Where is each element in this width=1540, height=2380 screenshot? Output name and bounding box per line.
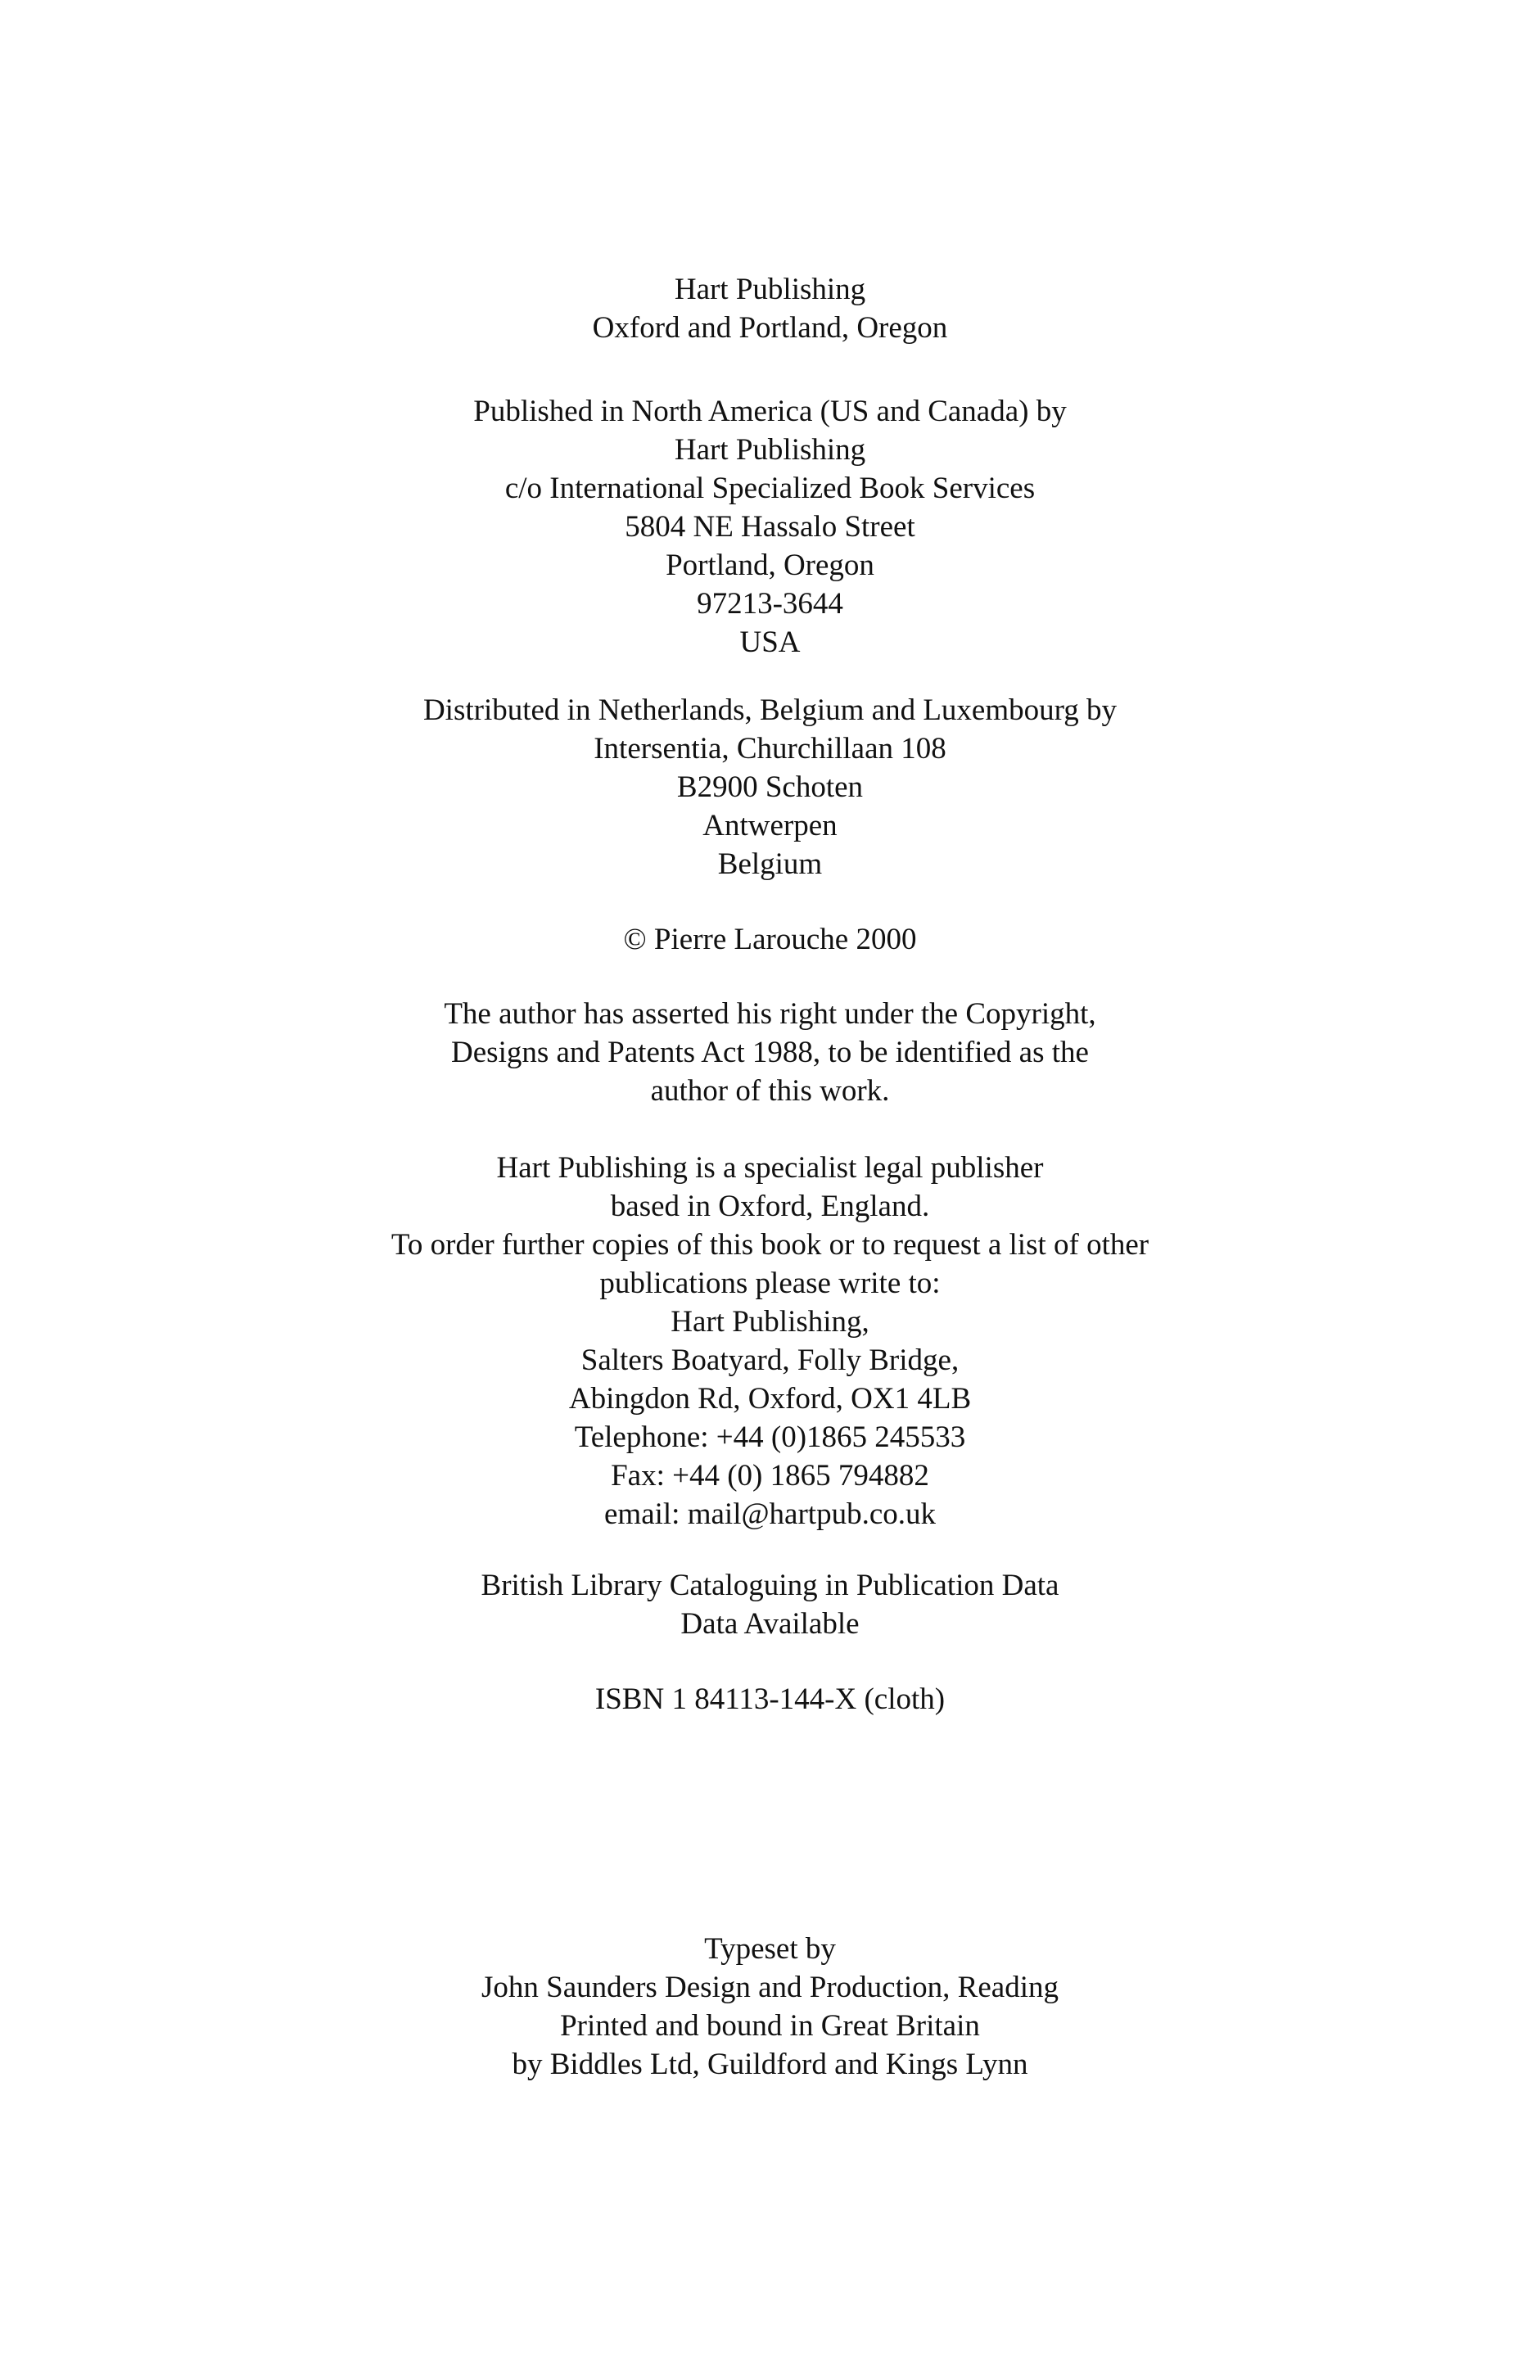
dist-heading: Distributed in Netherlands, Belgium and Luxembourg by — [422, 693, 1118, 727]
dist-country: Belgium — [717, 847, 823, 881]
order-line-4: publications please write to: — [599, 1267, 941, 1300]
na-city: Portland, Oregon — [666, 549, 874, 582]
cip-block — [0, 1566, 1540, 1643]
moral-rights-block — [0, 995, 1540, 1110]
rights-line-3: author of this work. — [650, 1074, 890, 1108]
order-line-1: Hart Publishing is a specialist legal publisher — [496, 1151, 1044, 1185]
publisher-location: Oxford and Portland, Oregon — [592, 311, 948, 345]
publisher-block — [0, 270, 1540, 347]
order-line-2: based in Oxford, England. — [610, 1190, 930, 1223]
copyright-block — [0, 920, 1540, 959]
na-zip: 97213-3644 — [697, 587, 843, 621]
order-telephone: Telephone: +44 (0)1865 245533 — [574, 1420, 966, 1454]
dist-postcode: B2900 Schoten — [676, 770, 864, 804]
dist-company: Intersentia, Churchillaan 108 — [594, 732, 946, 765]
isbn-block — [0, 1680, 1540, 1718]
typeset-line-1: Typeset by — [704, 1932, 836, 1966]
isbn: ISBN 1 84113-144-X (cloth) — [594, 1682, 946, 1716]
distribution-block — [0, 691, 1540, 883]
rights-line-2: Designs and Patents Act 1988, to be identified as the — [451, 1036, 1089, 1069]
copyright-notice: © Pierre Larouche 2000 — [623, 923, 917, 956]
dist-city: Antwerpen — [702, 809, 838, 842]
typeset-line-2: John Saunders Design and Production, Reading — [481, 1971, 1059, 2004]
na-street: 5804 NE Hassalo Street — [625, 510, 915, 544]
typesetting-block — [0, 1930, 1540, 2084]
order-email: email: mail@hartpub.co.uk — [604, 1497, 936, 1531]
cip-line-1: British Library Cataloguing in Publication Data — [481, 1569, 1059, 1602]
na-country: USA — [739, 625, 801, 659]
ordering-block — [0, 1149, 1540, 1533]
na-heading: Published in North America (US and Canada) by — [473, 395, 1067, 428]
order-address-city: Abingdon Rd, Oxford, OX1 4LB — [568, 1382, 972, 1416]
publisher-name: Hart Publishing — [674, 273, 866, 306]
order-fax: Fax: +44 (0) 1865 794882 — [611, 1459, 929, 1493]
typeset-line-4: by Biddles Ltd, Guildford and Kings Lynn — [512, 2048, 1028, 2081]
order-address-name: Hart Publishing, — [671, 1305, 869, 1339]
north-america-block — [0, 392, 1540, 662]
typeset-line-3: Printed and bound in Great Britain — [560, 2009, 980, 2043]
na-publisher: Hart Publishing — [674, 433, 866, 467]
na-care-of: c/o International Specialized Book Services — [504, 472, 1036, 505]
cip-line-2: Data Available — [680, 1607, 860, 1641]
order-line-3: To order further copies of this book or to request a list of other — [391, 1228, 1149, 1262]
order-address-street: Salters Boatyard, Folly Bridge, — [580, 1344, 960, 1377]
rights-line-1: The author has asserted his right under the Copyright, — [444, 997, 1096, 1031]
